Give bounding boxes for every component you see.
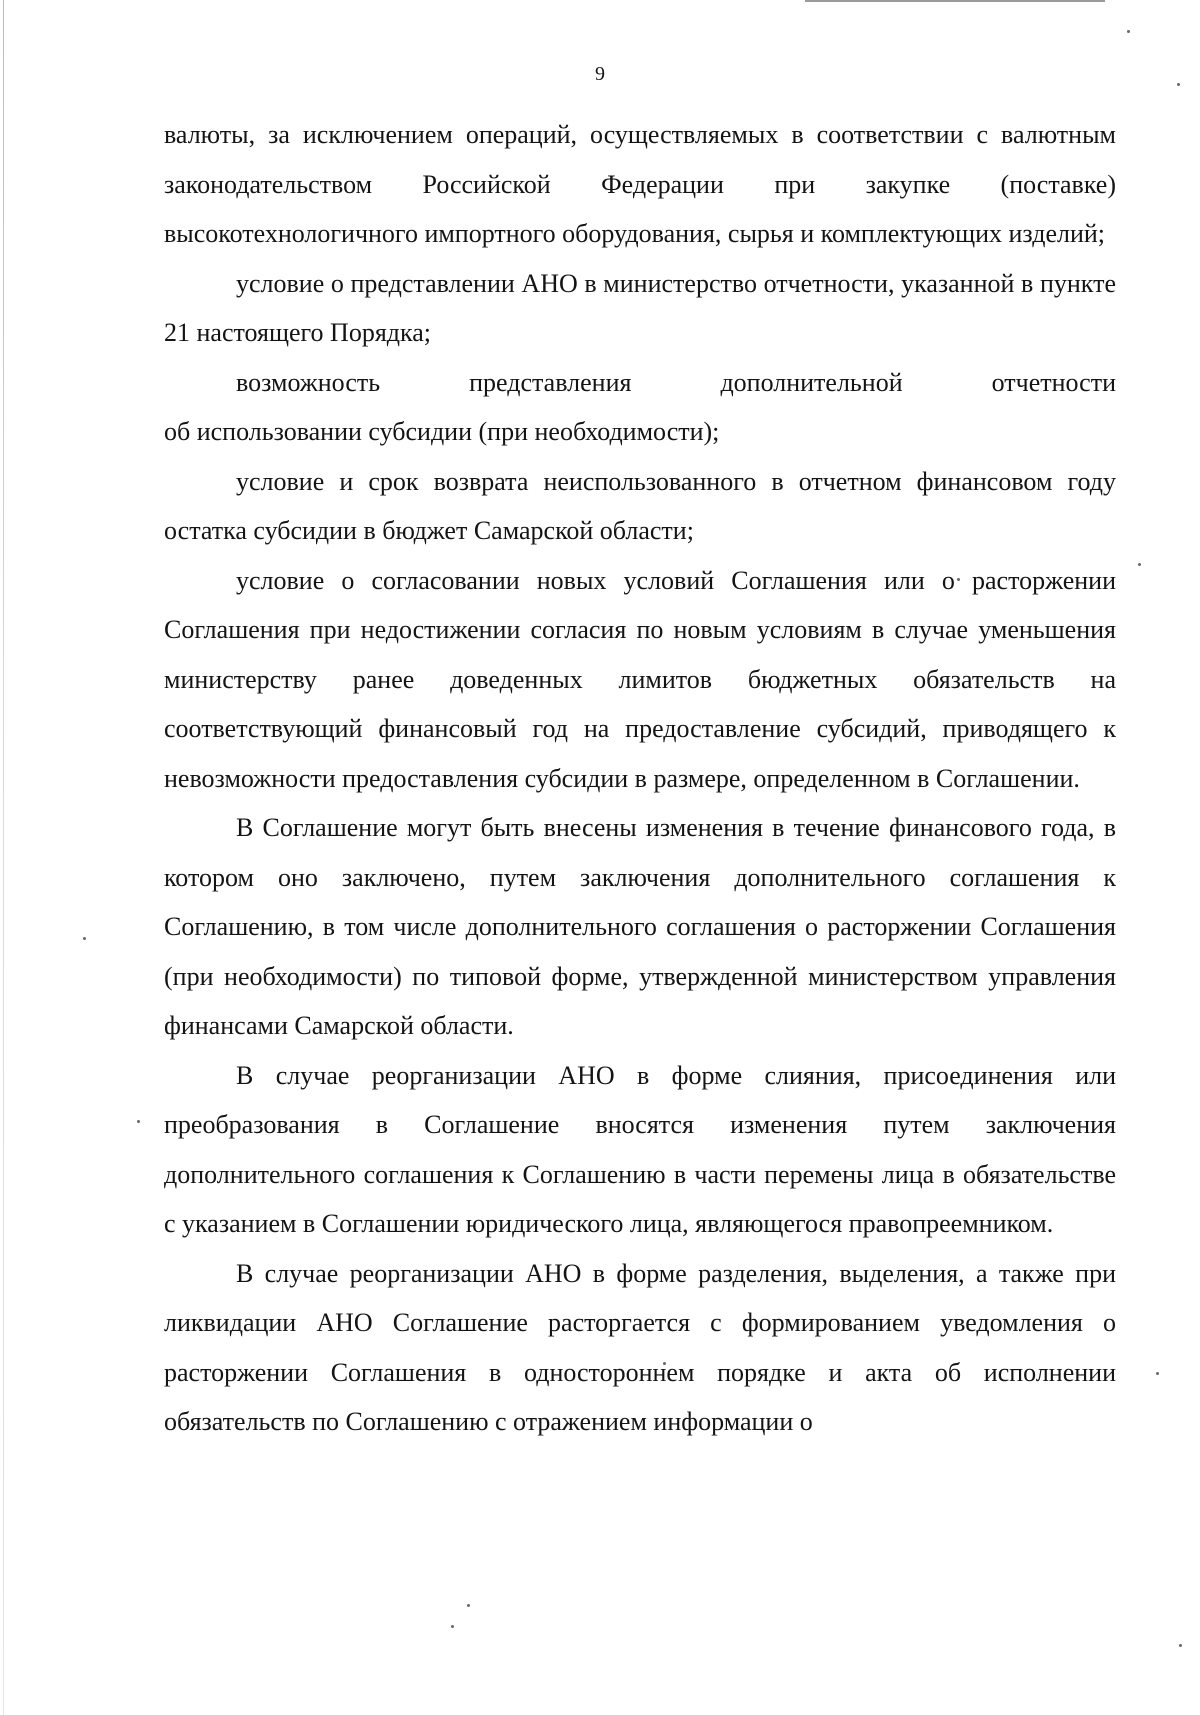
scan-speck xyxy=(1138,563,1141,566)
document-body xyxy=(164,110,1116,1447)
scan-top-line xyxy=(805,0,1105,2)
paragraph: В случае реорганизации АНО в форме разделения, выделения, а также при ликвидации АНО Соглашение расторгается с формированием уведомления о расторжении Соглашения в одностороннем порядке и акта об исполнении обязательств по Соглашению с отражением информации о xyxy=(164,1258,1116,1436)
paragraph: условие и срок возврата неиспользованного в отчетном финансовом году остатка субсидии в бюджет Самарской области; xyxy=(164,466,1116,545)
scan-speck xyxy=(1156,1372,1159,1375)
scan-speck xyxy=(467,1604,470,1607)
paragraph: В Соглашение могут быть внесены изменения в течение финансового года, в котором оно заключено, путем заключения дополнительного соглашения к Соглашению, в том числе дополнительного соглашения о расторжении Соглашения (при необходимости) по типовой форме, утвержденной министерством управления финансами Самарской области. xyxy=(164,813,1116,1040)
scan-speck xyxy=(83,937,86,940)
page-number: 9 xyxy=(595,63,605,85)
scan-speck xyxy=(451,1625,454,1628)
paragraph-line: об использовании субсидии (при необходимости); xyxy=(164,417,720,446)
scan-edge-left xyxy=(3,0,4,1715)
paragraph: валюты, за исключением операций, осуществляемых в соответствии с валютным законодательством Российской Федерации при закупке (поставке) высокотехнологичного импортного оборудования, сырья и комплектующих изделий; xyxy=(164,120,1116,248)
paragraph: В случае реорганизации АНО в форме слияния, присоединения или преобразования в Соглашение вносятся изменения путем заключения дополнительного соглашения к Соглашению в части перемены лица в обязательстве с указанием в Соглашении юридического лица, являющегося правопреемником. xyxy=(164,1060,1116,1238)
paragraph-line: возможность представления дополнительной отчетности xyxy=(236,367,1116,397)
scan-speck xyxy=(137,1120,140,1123)
paragraph: условие о представлении АНО в министерство отчетности, указанной в пункте 21 настоящего Порядка; xyxy=(164,268,1116,347)
scan-speck xyxy=(1127,30,1130,33)
paragraph: условие о согласовании новых условий Соглашения или о расторжении Соглашения при недостижении согласия по новым условиям в случае уменьшения министерству ранее доведенных лимитов бюджетных обязательств на соответствующий финансовый год на предоставление субсидий, приводящего к невозможности предоставления субсидии в размере, определенном в Соглашении. xyxy=(164,565,1116,793)
scan-speck xyxy=(1179,1644,1182,1647)
